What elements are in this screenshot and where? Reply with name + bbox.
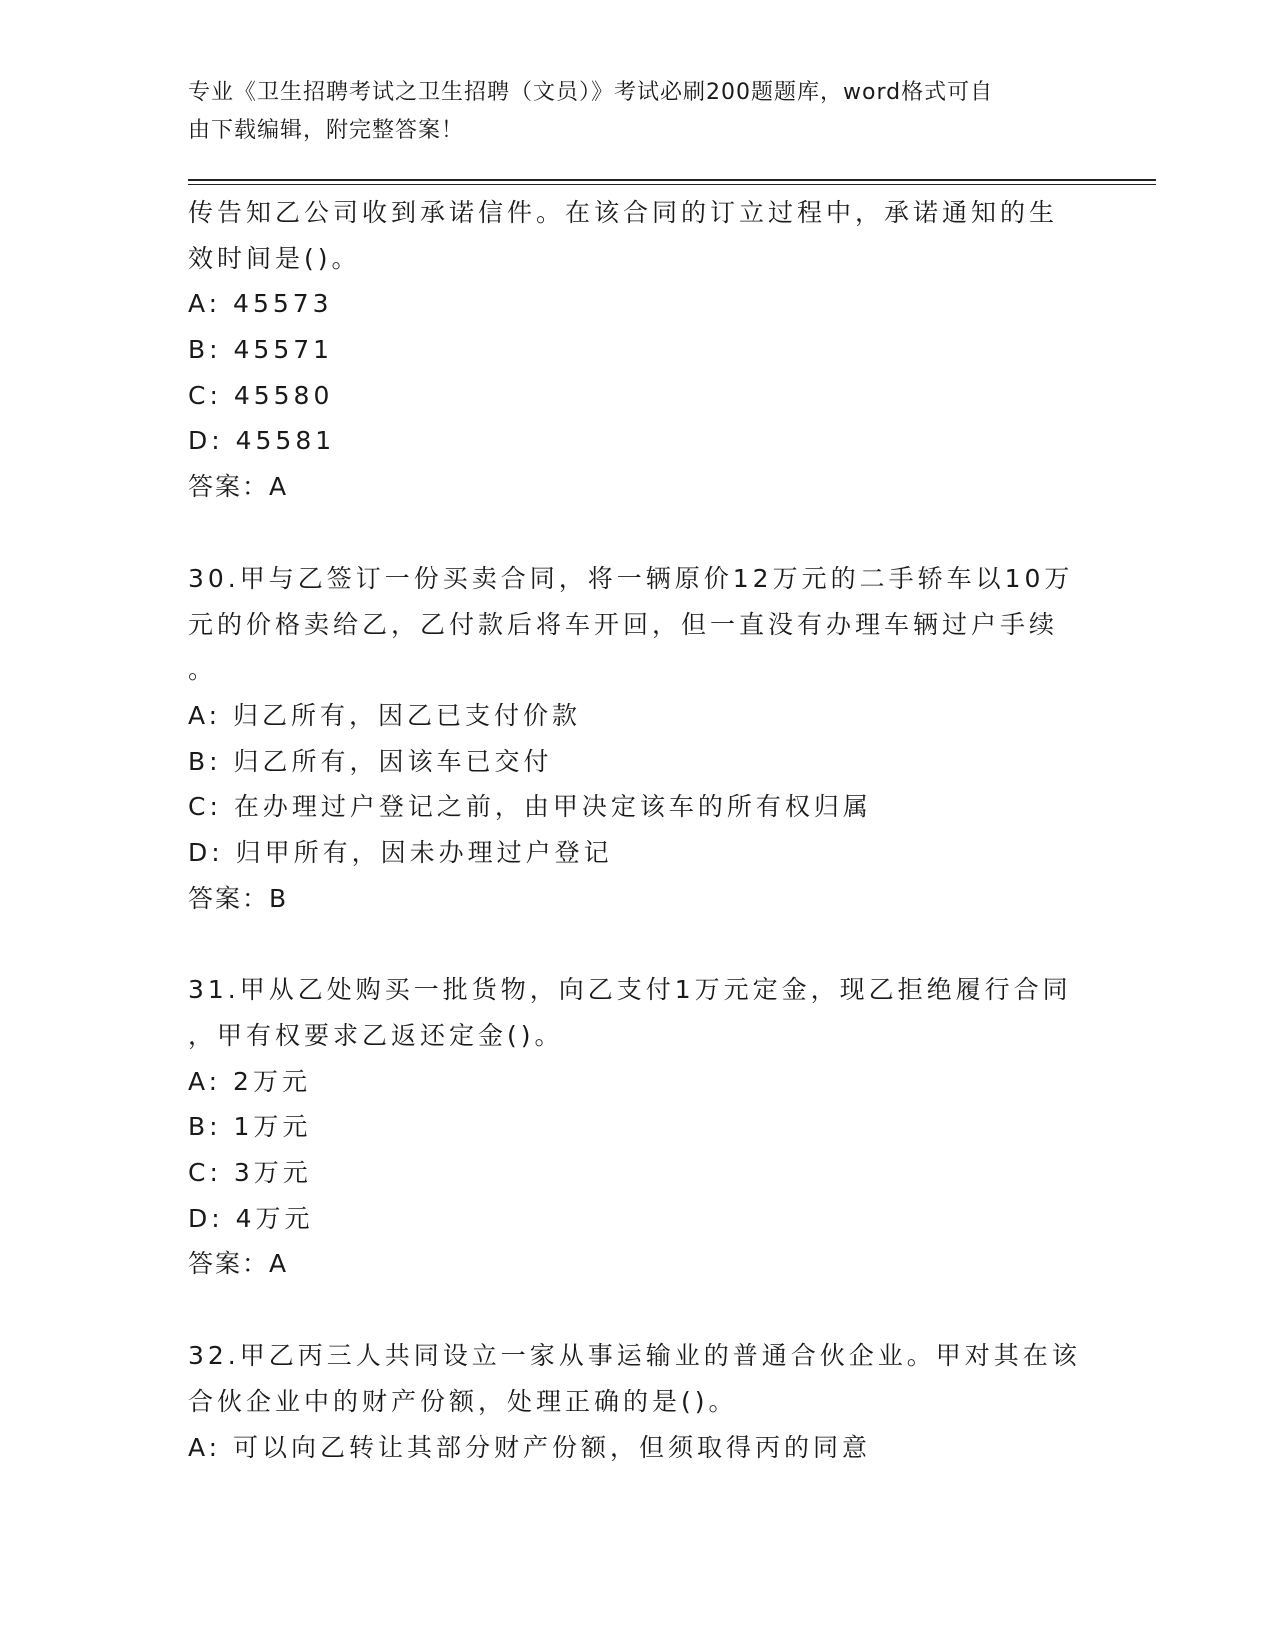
option-a: A: 45573	[188, 289, 333, 319]
answer-text: 答案：A	[188, 472, 289, 502]
question-spacer	[188, 1287, 1088, 1333]
question-stem: 效时间是()。	[188, 243, 361, 273]
option-d: D: 4万元	[188, 1203, 314, 1233]
document-header	[188, 74, 1068, 150]
question-stem: ，甲有权要求乙返还定金()。	[188, 1021, 564, 1050]
question-spacer	[188, 921, 1088, 967]
option-b: B: 1万元	[188, 1112, 312, 1142]
option-d: D: 45581	[188, 426, 336, 456]
header-divider-thick	[188, 179, 1156, 181]
option-d: D: 归甲所有，因未办理过户登记	[188, 837, 613, 867]
question-stem: 。	[188, 655, 218, 685]
option-c: C: 在办理过户登记之前，由甲决定该车的所有权归属	[188, 792, 872, 822]
question-stem: 元的价格卖给乙，乙付款后将车开回，但一直没有办理车辆过户手续	[188, 609, 1059, 639]
question-29	[188, 190, 1088, 510]
question-spacer	[188, 510, 1088, 556]
option-b: B: 归乙所有，因该车已交付	[188, 746, 553, 776]
header-line-2: 由下载编辑，附完整答案！	[188, 118, 465, 143]
option-c: C: 3万元	[188, 1158, 312, 1188]
option-a: A: 可以向乙转让其部分财产份额，但须取得丙的同意	[188, 1432, 872, 1462]
header-line-1: 专业《卫生招聘考试之卫生招聘（文员）》考试必刷200题题库，word格式可自	[188, 80, 994, 105]
question-31	[188, 967, 1088, 1287]
question-stem: 31.甲从乙处购买一批货物，向乙支付1万元定金，现乙拒绝履行合同	[188, 975, 1072, 1005]
answer-text: 答案：B	[188, 883, 289, 913]
header-divider-thin	[188, 184, 1156, 185]
question-30	[188, 556, 1088, 922]
question-list	[188, 190, 1088, 1470]
answer-text: 答案：A	[188, 1249, 289, 1279]
option-b: B: 45571	[188, 335, 334, 365]
question-stem: 传告知乙公司收到承诺信件。在该合同的订立过程中，承诺通知的生	[188, 198, 1059, 227]
question-32	[188, 1333, 1088, 1470]
question-stem: 合伙企业中的财产份额，处理正确的是()。	[188, 1386, 738, 1416]
question-stem: 30.甲与乙签订一份买卖合同，将一辆原价12万元的二手轿车以10万	[188, 563, 1074, 593]
question-stem: 32.甲乙丙三人共同设立一家从事运输业的普通合伙企业。甲对其在该	[188, 1341, 1081, 1371]
option-a: A: 归乙所有，因乙已支付价款	[188, 700, 582, 730]
option-c: C: 45580	[188, 380, 334, 410]
option-a: A: 2万元	[188, 1066, 311, 1096]
